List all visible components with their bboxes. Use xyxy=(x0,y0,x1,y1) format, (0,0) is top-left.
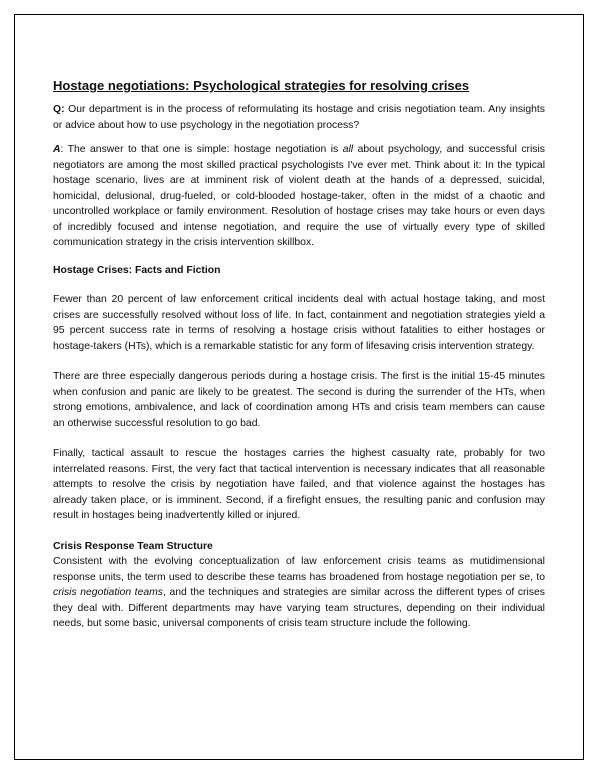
facts-paragraph-3: Finally, tactical assault to rescue the hostages carries the highest casualty rate, probably for two interrelated reasons. First, the very fact that tactical intervention is necessary indicates that all reasonable attempts to resolve the crisis by negotiation have failed, and that violence against the hostages has already taken place, or is imminent. Second, if a firefight ensues, the resulting panic and confusion may result in hostages being inadvertently killed or injured. xyxy=(53,448,545,521)
document-page xyxy=(14,14,584,760)
question-paragraph xyxy=(53,102,545,133)
answer-paragraph xyxy=(53,142,545,251)
team-structure-paragraph xyxy=(53,554,545,632)
page-title: Hostage negotiations: Psychological strategies for resolving crises xyxy=(53,78,470,93)
question-text: Our department is in the process of reformulating its hostage and crisis negotiation team. Any insights or advice about how to use psychology in the negotiation process? xyxy=(53,104,545,131)
section-heading-facts: Hostage Crises: Facts and Fiction xyxy=(53,264,221,276)
answer-text-end: about psychology, and successful crisis negotiators are among the most skilled practical psychologists I've ever met. Think about it: In the typical hostage scenario, lives are at imminent risk of violent death at the hands of a depressed, suicidal, homicidal, delusional, drug-fueled, or cold-blooded hostage-taker, often in the midst of a chaotic and uncontrolled workplace or family environment. Resolution of hostage crises may take hours or even days of incredibly focused and intense negotiation, and require the use of virtually every type of skilled communication strategy in the crisis intervention skillbox. xyxy=(53,144,545,248)
team-text-end: , and the techniques and strategies are similar across the different types of crises they deal with. Different departments may have varying team structures, depending on their individual needs, but some basic, universal components of crisis team structure include the following. xyxy=(53,587,545,629)
document-body xyxy=(53,77,545,632)
answer-emphasis: all xyxy=(342,144,354,155)
facts-paragraph-2: There are three especially dangerous periods during a hostage crisis. The first is the initial 15-45 minutes when confusion and panic are likely to be greatest. The second is during the surrender of the HTs, when strong emotions, ambivalence, and lack of coordination among HTs and crisis team members can cause an otherwise successful resolution to go bad. xyxy=(53,371,545,429)
team-text-start: Consistent with the evolving conceptualization of law enforcement crisis teams as mutidimensional response units, the term used to describe these teams has broadened from hostage negotiation per se, to xyxy=(53,556,545,583)
answer-label: A xyxy=(53,144,61,155)
facts-paragraph-1: Fewer than 20 percent of law enforcement critical incidents deal with actual hostage taking, and most crises are successfully resolved without loss of life. In fact, containment and negotiation strategies yield a 95 percent success rate in terms of resolving a hostage crisis without fatalities to either hostages or hostage-takers (HTs), which is a remarkable statistic for any form of lifesaving crisis intervention strategy. xyxy=(53,294,545,352)
answer-text-start: : The answer to that one is simple: hostage negotiation is xyxy=(60,144,343,155)
team-emphasis: crisis negotiation teams xyxy=(53,587,163,598)
section-heading-team-structure: Crisis Response Team Structure xyxy=(53,540,213,552)
question-label: Q: xyxy=(53,104,65,115)
